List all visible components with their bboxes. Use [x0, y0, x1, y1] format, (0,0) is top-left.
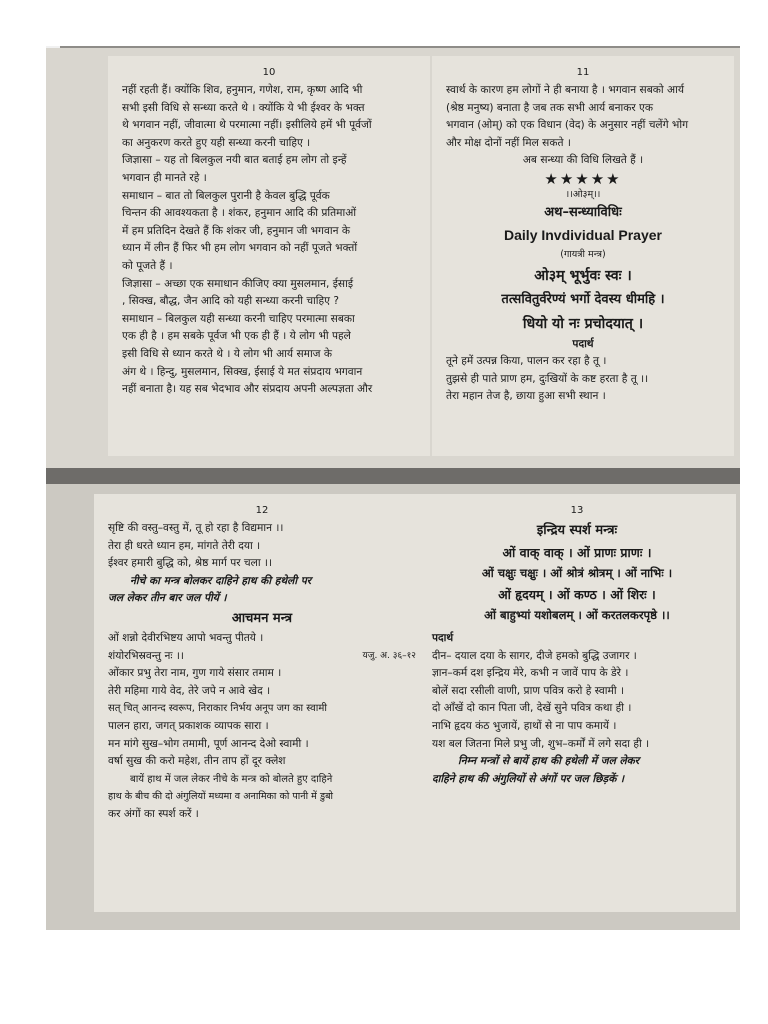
text-line: थे भगवान नहीं, जीवात्मा थे परमात्मा नहीं। इसीलिये हमें भी पूर्वजों: [122, 119, 372, 132]
text-line: इसी विधि से ध्यान करते थे । ये लोग भी आर्य समाज के: [122, 347, 333, 360]
gayatri-label: (गायत्री मन्त्र): [560, 248, 606, 260]
page-number: 13: [570, 505, 584, 516]
meaning-line: तुझसे ही पाते प्राण हम, दुःखियों के कष्ट हरता है तू ।।: [446, 372, 649, 385]
verse-line: मन मांगे सुख–भोग तमामी, पूर्ण आनन्द देओ स्वामी ।: [108, 737, 309, 750]
page-12: [94, 494, 430, 912]
text-line: अंग थे । हिन्दु, मुसलमान, सिक्ख, ईसाई ये मत संप्रदाय भगवान: [122, 365, 363, 378]
page-number: 12: [255, 505, 269, 516]
method-intro: अब सन्ध्या की विधि लिखते हैं ।: [522, 154, 644, 167]
meaning-line: दीन– दयाल दया के सागर, दीजे हमको बुद्धि उजागर ।: [432, 649, 637, 662]
verse-line: ईश्वर हमारी बुद्धि को, श्रेष्ठ मार्ग पर चला ।।: [108, 557, 272, 570]
bottom-spread: [46, 484, 740, 930]
page-11: [432, 56, 734, 456]
verse-line: तेरा ही धरते ध्यान हम, मांगते तेरी दया ।: [108, 539, 261, 552]
achaman-title: आचमन मन्त्र: [231, 610, 293, 626]
padarth-label: पदार्थ: [572, 337, 594, 350]
text-line: को पूजते हैं ।: [122, 259, 173, 272]
text-line: नहीं बनाता है। यह सब भेदभाव और संप्रदाय अपनी अल्पज्ञता और: [122, 383, 373, 396]
meaning-line: तेरा महान तेज है, छाया हुआ सभी स्थान ।: [446, 390, 606, 403]
indriya-mantra-line: ओं चक्षुः चक्षुः । ओं श्रोत्रं श्रोत्रम् । ओं नाभिः ।: [481, 566, 673, 580]
text-line: और मोक्ष दोनों नहीं मिल सकते ।: [446, 136, 571, 149]
verse-line: सृष्टि की वस्तु–वस्तु में, तू हो रहा है विद्यमान ।।: [108, 522, 284, 534]
page-gap: [46, 468, 740, 484]
instruction-line: निम्न मन्त्रों से बायें हाथ की हथेली में जल लेकर: [458, 755, 640, 768]
meaning-line: ज्ञान–कर्म दश इन्द्रिय मेरे, कभी न जावें पाप के डेरे ।: [432, 667, 629, 680]
page-11-intro-text: [446, 82, 720, 152]
closing-line: हाथ के बीच की दो अंगुलियों मध्यमा व अनामिका को पानी में डुबो: [108, 791, 334, 803]
text-line: स्वार्थ के कारण हम लोगों ने ही बनाया है । भगवान सबको आर्य: [446, 84, 684, 96]
meaning-line: दो आँखें दो कान पिता जी, देखें सुने पवित्र कथा ही ।: [432, 702, 632, 715]
title-english: Daily Invdividual Prayer: [504, 226, 662, 243]
gayatri-mantra-line: ओ३म् भूर्भुवः स्वः ।: [534, 267, 632, 284]
achaman-line-with-ref: [108, 648, 416, 666]
verse-line: तेरी महिमा गाये वेद, तेरे जपे न आवे खेद ।: [108, 684, 271, 697]
text-line: नहीं रहती हैं। क्योंकि शिव, हनुमान, गणेश, राम, कृष्ण आदि भी: [122, 84, 363, 96]
gayatri-mantra-line: तत्सवितुर्वरेण्यं भर्गो देवस्य धीमहि ।: [501, 291, 665, 307]
title-hindi: अथ–सन्ध्याविधिः: [544, 204, 622, 220]
text-line: समाधान – बिलकुल यही सन्ध्या करनी चाहिए परमात्मा सबका: [122, 312, 355, 325]
page-13: [418, 494, 736, 912]
instruction-line: नीचे का मन्त्र बोलकर दाहिने हाथ की हथेली पर: [130, 574, 312, 587]
verse-line: पालन हारा, जगत् प्रकाशक व्यापक सारा ।: [108, 719, 269, 732]
indriya-mantra-line: ओं वाक् वाक् । ओं प्राणः प्राणः ।: [502, 545, 652, 560]
page-number: 10: [262, 67, 276, 78]
meaning-line: बोलें सदा रसीली वाणी, प्राण पवित्र करो हे स्वामी ।: [432, 684, 624, 697]
text-line: , सिक्ख, बौद्ध, जैन आदि को यही सन्ध्या करनी चाहिए ?: [122, 295, 340, 308]
text-line: (श्रेष्ठ मनुष्य) बनाता है जब तक सभी आर्य बनाकर एक: [446, 101, 654, 114]
verse-line: ओंकार प्रभु तेरा नाम, गुण गाये संसार तमाम ।: [108, 667, 282, 680]
text-line: चिन्तन की आवश्यकता है । शंकर, हनुमान आदि की प्रतिमाओं: [122, 207, 357, 220]
text-line: सभी इसी विधि से सन्ध्या करते थे । क्योंकि ये भी ईश्वर के भक्त: [122, 101, 365, 114]
meaning-line: यश बल जितना मिले प्रभु जी, शुभ–कर्मों में लगे सदा ही ।: [432, 737, 650, 750]
verse-line: सत् चित् आनन्द स्वरूप, निराकार निर्भय अनूप जग का स्वामी: [108, 703, 327, 715]
om-heading: ।।ओ३म्।।: [565, 188, 601, 200]
indriya-mantra-line: ओं हृदयम् । ओं कण्ठ । ओं शिरः ।: [498, 587, 656, 602]
text-line: एक ही है । हम सबके पूर्वज भी एक ही हैं । ये लोग भी पहले: [122, 330, 351, 343]
text-line: में हम प्रतिदिन देखते हैं कि शंकर जी, हनुमान जी भगवान के: [122, 224, 351, 237]
verse-line: वर्षा सुख की करो महेश, तीन ताप हों दूर क्लेश: [108, 755, 286, 768]
indriya-title: इन्द्रिय स्पर्श मन्त्रः: [536, 523, 618, 538]
padarth-label: पदार्थ: [432, 632, 454, 644]
text-line: जिज्ञासा – अच्छा एक समाधान कीजिए क्या मुसलमान, ईसाई: [122, 277, 354, 290]
instruction-line: जल लेकर तीन बार जल पीयें ।: [108, 592, 227, 605]
text-line: समाधान – बात तो बिलकुल पुरानी है केवल बुद्धि पूर्वक: [122, 189, 330, 202]
gayatri-mantra-line: धियो यो नः प्रचोदयात् ।: [522, 315, 644, 332]
text-line: भगवान ही मानते रहे ।: [122, 171, 207, 184]
page-10: [108, 56, 430, 456]
achaman-line: ओं शन्नो देवीरभिष्टय आपो भवन्तु पीतये ।: [108, 631, 264, 644]
text-line: का अनुकरण करते हुए यही सन्ध्या करनी चाहिए ।: [122, 136, 311, 149]
reference: यजु. अ. ३६–१२: [362, 650, 416, 661]
meaning-line: तूने हमें उत्पन्न किया, पालन कर रहा है तू ।: [446, 355, 607, 368]
page-10-text: [122, 82, 416, 399]
page-number: 11: [576, 67, 590, 78]
closing-line: बायें हाथ में जल लेकर नीचे के मन्त्र को बोलते हुए दाहिने: [130, 773, 333, 785]
text-line: जिज्ञासा – यह तो बिलकुल नयी बात बताई हम लोग तो इन्हें: [122, 154, 347, 167]
top-spread: [46, 48, 740, 468]
closing-line: कर अंगों का स्पर्श करें ।: [108, 807, 199, 820]
indriya-mantra-line: ओं बाहुभ्यां यशोबलम् । ओं करतलकरपृष्ठे ।।: [484, 608, 670, 622]
stars-divider: ★★★★★: [544, 169, 622, 188]
meaning-line: नाभि हृदय कंठ भुजायें, हाथों से ना पाप कमायें ।: [432, 719, 617, 732]
instruction-line: दाहिने हाथ की अंगुलियों से अंगों पर जल छिड़कें ।: [432, 772, 625, 785]
text-line: ध्यान में लीन हैं फिर भी हम लोग भगवान को नहीं पूजते भक्तों: [122, 242, 358, 255]
achaman-line: शंयोरभिस्रवन्तु नः ।।: [108, 649, 184, 662]
scanned-sheet: [46, 46, 740, 930]
text-line: भगवान (ओम्) को एक विधान (वेद) के अनुसार नहीं चलेंगे भोग: [446, 119, 689, 132]
